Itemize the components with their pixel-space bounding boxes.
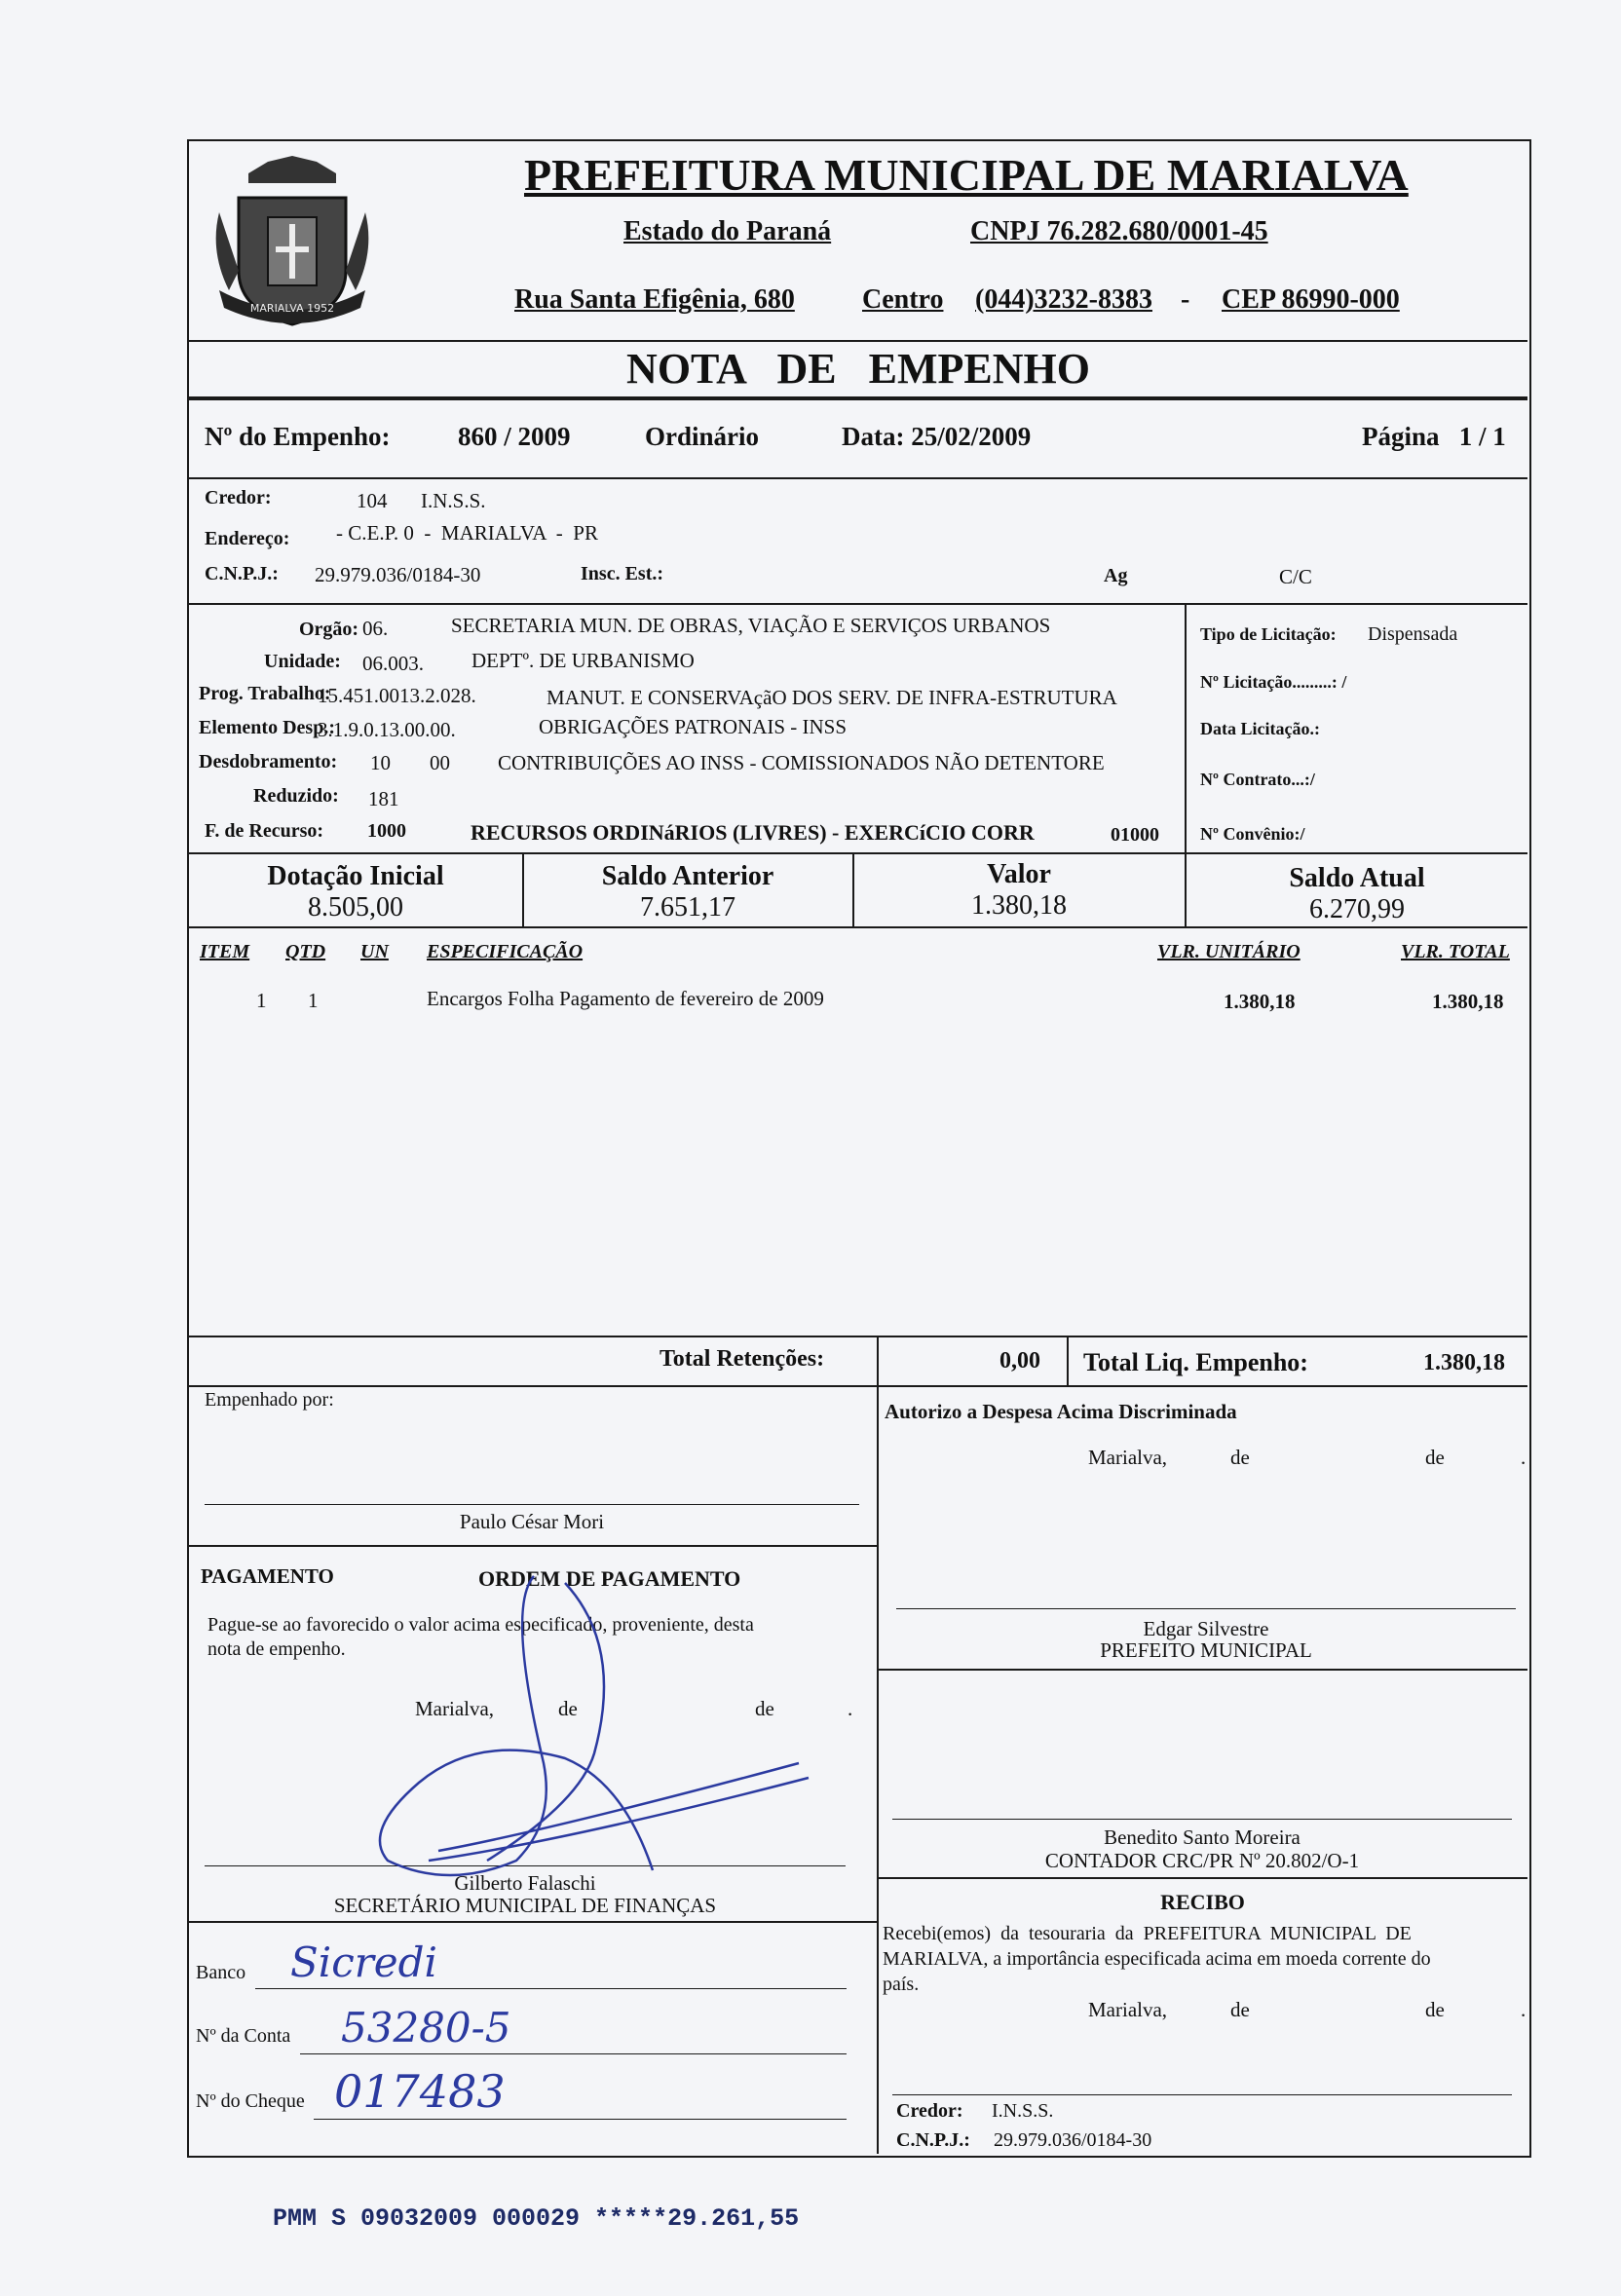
saldo-atual-value: 6.270,99 bbox=[1309, 894, 1405, 924]
unidade-desc: DEPTº. DE URBANISMO bbox=[471, 649, 695, 672]
recibo-title: RECIBO bbox=[1160, 1890, 1245, 1914]
endereco-label: Endereço: bbox=[205, 528, 290, 549]
banco-value: Sicredi bbox=[290, 1938, 437, 1986]
header-title: PREFEITURA MUNICIPAL DE MARIALVA bbox=[524, 150, 1409, 200]
recurso-desc: RECURSOS ORDINáRIOS (LIVRES) - EXERCíCIO CORR bbox=[471, 820, 1035, 845]
cheque-label: Nº do Cheque bbox=[196, 2090, 305, 2112]
recibo-text-1: Recebi(emos) da tesouraria da PREFEITURA MUNICIPAL DE bbox=[883, 1923, 1412, 1944]
total-liq-label: Total Liq. Empenho: bbox=[1083, 1348, 1308, 1376]
desdobramento-desc: CONTRIBUIÇÕES AO INSS - COMISSIONADOS NÃO DETENTORE bbox=[498, 751, 1105, 774]
header-dash: - bbox=[1181, 284, 1190, 315]
col-total: VLR. TOTAL bbox=[1401, 941, 1510, 962]
banco-label: Banco bbox=[196, 1962, 246, 1983]
header-address: Rua Santa Efigênia, 680 bbox=[514, 284, 795, 315]
total-liq-value: 1.380,18 bbox=[1423, 1350, 1505, 1375]
page-number: Página 1 / 1 bbox=[1362, 422, 1506, 451]
secretary-signature bbox=[370, 1568, 818, 1900]
ordem-pagamento-label: ORDEM DE PAGAMENTO bbox=[478, 1566, 741, 1591]
convenio-number: Nº Convênio:/ bbox=[1200, 824, 1305, 844]
empenhado-label: Empenhado por: bbox=[205, 1389, 334, 1411]
desdobramento-label: Desdobramento: bbox=[199, 751, 338, 772]
recibo-cnpj-value: 29.979.036/0184-30 bbox=[994, 2129, 1152, 2151]
item-spec: Encargos Folha Pagamento de fevereiro de 2009 bbox=[427, 987, 824, 1010]
empenho-number: 860 / 2009 bbox=[458, 422, 571, 451]
item-qtd: 1 bbox=[308, 989, 319, 1012]
pagamento-dot: . bbox=[848, 1697, 853, 1720]
pagamento-text-1: Pague-se ao favorecido o valor acima especificado, proveniente, desta bbox=[207, 1614, 754, 1636]
prefeito-name: Edgar Silvestre bbox=[1143, 1617, 1269, 1640]
col-qtd: QTD bbox=[285, 941, 326, 962]
credor-address: - C.E.P. 0 - MARIALVA - PR bbox=[336, 521, 598, 545]
autorizo-de-2: de bbox=[1425, 1446, 1445, 1469]
reduzido-code: 181 bbox=[368, 787, 399, 810]
contador-title: CONTADOR CRC/PR Nº 20.802/O-1 bbox=[1044, 1849, 1360, 1872]
conta-label: Nº da Conta bbox=[196, 2025, 291, 2047]
elemento-label: Elemento Desp.: bbox=[199, 717, 335, 738]
insc-est-label: Insc. Est.: bbox=[581, 563, 664, 584]
recurso-label: F. de Recurso: bbox=[205, 820, 324, 842]
secretario-title: SECRETÁRIO MUNICIPAL DE FINANÇAS bbox=[333, 1894, 717, 1917]
autorizo-city: Marialva, bbox=[1088, 1446, 1168, 1469]
saldo-atual-label: Saldo Atual bbox=[1289, 863, 1425, 893]
recibo-text-2: MARIALVA, a importância especificada acima em moeda corrente do bbox=[883, 1948, 1431, 1970]
recibo-credor-label: Credor: bbox=[896, 2100, 963, 2122]
recibo-cnpj-label: C.N.P.J.: bbox=[896, 2129, 970, 2151]
document-title: NOTA DE EMPENHO bbox=[626, 345, 1090, 393]
col-item: ITEM bbox=[200, 941, 250, 962]
valor-label: Valor bbox=[987, 859, 1051, 889]
tipo-licitacao-value: Dispensada bbox=[1368, 623, 1458, 645]
recibo-de-2: de bbox=[1425, 1998, 1445, 2021]
empenho-label: Nº do Empenho: bbox=[205, 422, 391, 451]
dotacao-inicial-label: Dotação Inicial bbox=[267, 861, 444, 891]
header-state: Estado do Paraná bbox=[623, 216, 832, 246]
orgao-label: Orgão: bbox=[299, 619, 359, 640]
credor-name: I.N.S.S. bbox=[421, 489, 486, 512]
cc-label: C/C bbox=[1279, 565, 1312, 588]
header-district: Centro bbox=[862, 284, 944, 315]
empenho-date: Data: 25/02/2009 bbox=[842, 422, 1032, 451]
pagamento-city: Marialva, bbox=[415, 1697, 495, 1720]
saldo-anterior-label: Saldo Anterior bbox=[601, 861, 774, 891]
pagamento-text-2: nota de empenho. bbox=[207, 1638, 346, 1660]
unidade-label: Unidade: bbox=[264, 651, 341, 672]
elemento-code: 3.1.9.0.13.00.00. bbox=[318, 718, 456, 741]
cnpj-label: C.N.P.J.: bbox=[205, 563, 279, 584]
col-spec: ESPECIFICAÇÃO bbox=[427, 941, 584, 962]
valor-value: 1.380,18 bbox=[971, 890, 1067, 921]
item-total: 1.380,18 bbox=[1432, 990, 1504, 1013]
header-cnpj: CNPJ 76.282.680/0001-45 bbox=[970, 216, 1268, 246]
unidade-code: 06.003. bbox=[362, 652, 424, 675]
ag-label: Ag bbox=[1104, 565, 1128, 586]
contrato-number: Nº Contrato...:/ bbox=[1200, 770, 1315, 789]
recibo-credor-value: I.N.S.S. bbox=[992, 2100, 1054, 2122]
item-unit: 1.380,18 bbox=[1224, 990, 1296, 1013]
credor-code: 104 bbox=[357, 489, 388, 512]
header-phone: (044)3232-8383 bbox=[975, 284, 1152, 315]
pagamento-de-1: de bbox=[558, 1697, 578, 1720]
empenhado-name: Paulo César Mori bbox=[459, 1510, 605, 1533]
recibo-text-3: país. bbox=[883, 1974, 920, 1995]
prefeito-title: PREFEITO MUNICIPAL bbox=[1100, 1638, 1312, 1662]
credor-label: Credor: bbox=[205, 487, 272, 508]
recibo-city: Marialva, bbox=[1088, 1998, 1168, 2021]
item-number: 1 bbox=[256, 989, 267, 1012]
coat-of-arms-icon bbox=[200, 144, 385, 339]
autorizo-title: Autorizo a Despesa Acima Discriminada bbox=[885, 1400, 1237, 1423]
pagamento-de-2: de bbox=[755, 1697, 774, 1720]
total-retencoes-value: 0,00 bbox=[999, 1348, 1040, 1374]
prog-desc: MANUT. E CONSERVAçãO DOS SERV. DE INFRA-ESTRUTURA bbox=[547, 686, 1117, 709]
seal-text: MARIALVA 1952 bbox=[249, 302, 335, 315]
contador-name: Benedito Santo Moreira bbox=[1104, 1826, 1301, 1849]
recurso-code: 1000 bbox=[367, 820, 406, 842]
col-unit: VLR. UNITÁRIO bbox=[1157, 941, 1301, 962]
desdobramento-code1: 10 bbox=[370, 751, 391, 774]
total-retencoes-label: Total Retenções: bbox=[660, 1346, 825, 1372]
footer-code: PMM S 09032009 000029 *****29.261,55 bbox=[273, 2204, 800, 2233]
orgao-desc: SECRETARIA MUN. DE OBRAS, VIAÇÃO E SERVIÇOS URBANOS bbox=[451, 614, 1051, 637]
dotacao-inicial-value: 8.505,00 bbox=[308, 892, 403, 922]
reduzido-label: Reduzido: bbox=[253, 785, 339, 807]
autorizo-dot: . bbox=[1521, 1446, 1527, 1469]
data-licitacao: Data Licitação.: bbox=[1200, 719, 1320, 738]
empenho-type: Ordinário bbox=[645, 422, 760, 451]
recibo-de-1: de bbox=[1230, 1998, 1250, 2021]
conta-value: 53280-5 bbox=[341, 2004, 511, 2051]
prog-label: Prog. Trabalho: bbox=[199, 683, 331, 704]
secretario-name: Gilberto Falaschi bbox=[454, 1871, 596, 1895]
desdobramento-code2: 00 bbox=[430, 751, 450, 774]
credor-cnpj: 29.979.036/0184-30 bbox=[315, 563, 481, 586]
cheque-value: 017483 bbox=[334, 2065, 506, 2118]
elemento-desc: OBRIGAÇÕES PATRONAIS - INSS bbox=[539, 715, 848, 738]
orgao-code: 06. bbox=[362, 617, 389, 640]
recurso-num: 01000 bbox=[1111, 824, 1159, 846]
header-cep: CEP 86990-000 bbox=[1222, 284, 1400, 315]
autorizo-de-1: de bbox=[1230, 1446, 1250, 1469]
prog-code: 15.451.0013.2.028. bbox=[318, 684, 476, 707]
col-un: UN bbox=[360, 941, 389, 962]
pagamento-label: PAGAMENTO bbox=[201, 1564, 334, 1588]
tipo-licitacao-label: Tipo de Licitação: bbox=[1200, 624, 1337, 644]
saldo-anterior-value: 7.651,17 bbox=[640, 892, 735, 922]
recibo-dot: . bbox=[1521, 1998, 1527, 2021]
licitacao-number: Nº Licitação.........: / bbox=[1200, 672, 1347, 692]
